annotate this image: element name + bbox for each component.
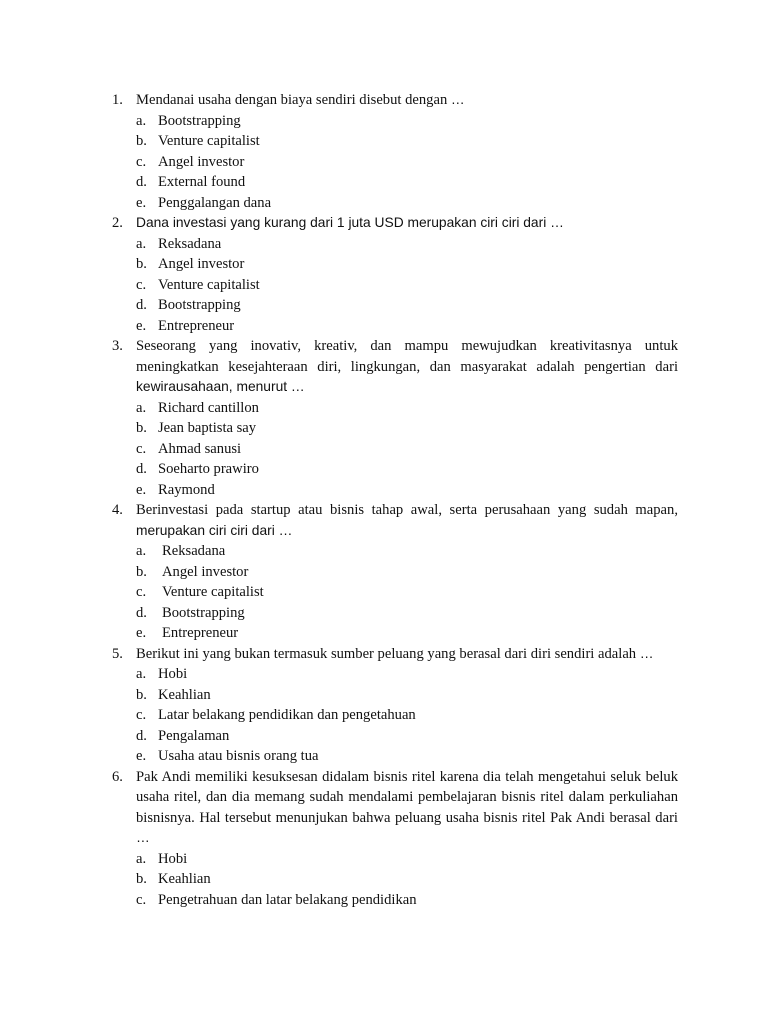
question-text-segment: … — [136, 830, 150, 845]
question-text-segment: Seseorang yang inovativ, kreativ, dan mampu mewujudkan kreativitasnya untuk meningkatkan kesejahteraan diri, lingkungan, dan masyarakat adalah pengertian dari — [136, 338, 678, 375]
answer-option — [0, 439, 768, 460]
question-text-segment: Mendanai usaha dengan biaya sendiri disebut dengan — [136, 92, 451, 108]
option-letter: b. — [136, 563, 147, 580]
option-text: Keahlian — [158, 871, 211, 887]
answer-option — [0, 480, 768, 501]
question-text — [136, 336, 678, 398]
answer-option — [0, 664, 768, 685]
option-letter: a. — [136, 112, 147, 129]
answer-options — [0, 541, 768, 644]
option-letter: a. — [136, 399, 147, 416]
option-letter: a. — [136, 543, 147, 559]
question-number: 3. — [112, 338, 123, 354]
option-letter: b. — [136, 256, 147, 272]
option-letter: b. — [136, 420, 147, 436]
option-letter: d. — [136, 297, 147, 313]
question-text-segment: merupakan ciri ciri dari … — [136, 522, 293, 538]
option-text: Keahlian — [158, 686, 211, 703]
option-letter: a. — [136, 235, 147, 252]
option-letter: d. — [136, 727, 147, 744]
answer-option — [0, 316, 768, 337]
option-text: Venture capitalist — [162, 584, 264, 600]
question-3 — [0, 336, 768, 500]
option-text: Entrepreneur — [162, 625, 239, 641]
option-text: Angel investor — [158, 256, 245, 272]
question-text-segment: Berikut ini yang bukan termasuk sumber peluang yang berasal dari diri sendiri adalah — [136, 645, 640, 662]
question-list — [0, 90, 768, 910]
answer-option — [0, 193, 768, 214]
answer-option — [0, 418, 768, 439]
question-number: 6. — [112, 768, 123, 785]
answer-option — [0, 131, 768, 152]
answer-option — [0, 541, 768, 562]
option-text: Pengalaman — [158, 727, 230, 744]
question-number: 1. — [112, 92, 123, 108]
option-letter: b. — [136, 871, 147, 887]
answer-option — [0, 398, 768, 419]
question-text-segment: … — [639, 645, 654, 661]
option-letter: e. — [136, 194, 147, 211]
question-text-segment: Dana investasi yang kurang dari 1 juta USD merupakan ciri ciri dari … — [136, 215, 564, 230]
question-text — [136, 213, 678, 234]
answer-option — [0, 562, 768, 583]
answer-option — [0, 890, 768, 911]
question-number: 5. — [112, 645, 123, 662]
option-text: Ahmad sanusi — [158, 440, 242, 457]
answer-options — [0, 111, 768, 214]
option-text: Jean baptista say — [158, 420, 257, 436]
option-text: Reksadana — [162, 543, 226, 559]
answer-options — [0, 234, 768, 337]
answer-option — [0, 869, 768, 890]
answer-option — [0, 111, 768, 132]
option-letter: a. — [136, 666, 147, 682]
question-text — [136, 500, 678, 541]
option-text: Latar belakang pendidikan dan pengetahuan — [158, 707, 416, 723]
option-letter: c. — [136, 891, 147, 908]
option-text: Entrepreneur — [158, 317, 235, 334]
question-text-segment: Berinvestasi pada startup atau bisnis tahap awal, serta perusahaan yang sudah mapan, — [136, 502, 678, 518]
option-text: Bootstrapping — [162, 604, 245, 621]
option-text: Pengetrahuan dan latar belakang pendidikan — [158, 891, 417, 908]
question-5 — [0, 644, 768, 767]
answer-options — [0, 398, 768, 501]
answer-options — [0, 664, 768, 767]
question-text — [136, 767, 678, 849]
answer-option — [0, 275, 768, 296]
question-text-segment: … — [450, 92, 465, 107]
answer-option — [0, 152, 768, 173]
answer-option — [0, 295, 768, 316]
option-letter: e. — [136, 317, 147, 334]
answer-option — [0, 623, 768, 644]
answer-option — [0, 849, 768, 870]
answer-option — [0, 726, 768, 747]
option-text: Hobi — [158, 850, 188, 867]
question-text-segment: kewirausahaan, menurut … — [136, 379, 305, 394]
answer-option — [0, 746, 768, 767]
option-letter: e. — [136, 748, 147, 764]
answer-option — [0, 172, 768, 193]
option-text: Bootstrapping — [158, 297, 241, 313]
option-text: Angel investor — [158, 153, 245, 170]
answer-options — [0, 849, 768, 911]
question-number: 4. — [112, 502, 123, 518]
option-text: Venture capitalist — [158, 133, 260, 149]
option-text: Hobi — [158, 666, 188, 682]
question-6 — [0, 767, 768, 911]
answer-option — [0, 459, 768, 480]
option-letter: d. — [136, 604, 147, 621]
question-1 — [0, 90, 768, 213]
question-text-segment: Pak Andi memiliki kesuksesan didalam bisnis ritel karena dia telah mengetahui seluk beluk usaha ritel, dan dia memang sudah mendalami pembelajaran bisnis ritel dalam perkuliahan bisnisnya. Hal tersebut menunjukan bahwa peluang usaha bisnis ritel Pak Andi berasal dari — [136, 768, 678, 826]
question-text — [136, 90, 678, 111]
option-letter: c. — [136, 440, 147, 457]
option-text: Penggalangan dana — [158, 194, 272, 211]
option-letter: b. — [136, 686, 147, 703]
question-number: 2. — [112, 215, 123, 231]
option-text: Bootstrapping — [158, 112, 241, 129]
option-letter: b. — [136, 133, 147, 149]
answer-option — [0, 582, 768, 603]
option-text: Richard cantillon — [158, 399, 259, 416]
option-text: External found — [158, 174, 246, 190]
answer-option — [0, 603, 768, 624]
option-letter: c. — [136, 707, 147, 723]
option-letter: c. — [136, 276, 147, 293]
option-text: Reksadana — [158, 235, 222, 252]
option-text: Angel investor — [162, 563, 249, 580]
option-text: Usaha atau bisnis orang tua — [158, 748, 319, 764]
answer-option — [0, 234, 768, 255]
question-text — [136, 644, 678, 665]
option-text: Venture capitalist — [158, 276, 260, 293]
option-letter: c. — [136, 153, 147, 170]
option-letter: d. — [136, 174, 147, 190]
answer-option — [0, 705, 768, 726]
option-letter: e. — [136, 625, 147, 641]
question-2 — [0, 213, 768, 336]
question-4 — [0, 500, 768, 644]
option-letter: e. — [136, 481, 147, 498]
option-text: Soeharto prawiro — [158, 461, 259, 477]
option-letter: c. — [136, 584, 147, 600]
answer-option — [0, 254, 768, 275]
option-letter: d. — [136, 461, 147, 477]
option-text: Raymond — [158, 481, 215, 498]
answer-option — [0, 685, 768, 706]
option-letter: a. — [136, 850, 147, 867]
